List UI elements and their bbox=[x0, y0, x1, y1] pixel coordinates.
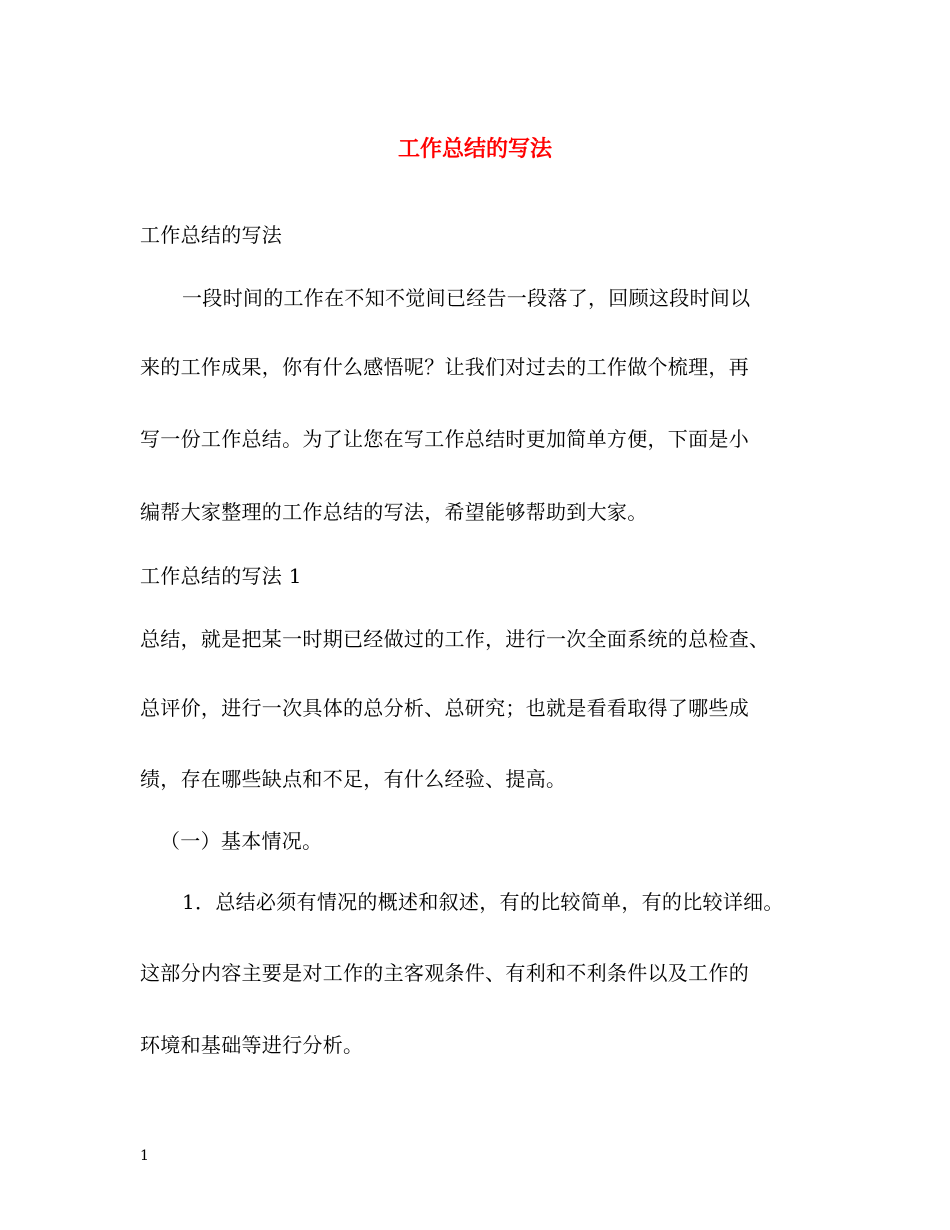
paragraph-line: 一段时间的工作在不知不觉间已经告一段落了，回顾这段时间以 bbox=[182, 286, 751, 310]
subsection-heading: （一）基本情况。 bbox=[160, 829, 323, 853]
page-number: 1 bbox=[140, 1148, 149, 1164]
section-heading: 工作总结的写法 bbox=[140, 223, 283, 247]
document-title: 工作总结的写法 bbox=[397, 137, 552, 162]
paragraph-line: 环境和基础等进行分析。 bbox=[140, 1033, 364, 1057]
paragraph-line: 绩，存在哪些缺点和不足，有什么经验、提高。 bbox=[140, 767, 567, 791]
paragraph-line: 总评价，进行一次具体的总分析、总研究；也就是看看取得了哪些成 bbox=[140, 696, 749, 720]
paragraph-line: 1．总结必须有情况的概述和叙述，有的比较简单，有的比较详细。 bbox=[182, 890, 784, 914]
paragraph-line: 写一份工作总结。为了让您在写工作总结时更加简单方便，下面是小 bbox=[140, 427, 749, 451]
paragraph-line: 总结，就是把某一时期已经做过的工作，进行一次全面系统的总检查、 bbox=[140, 627, 770, 651]
paragraph-line: 编帮大家整理的工作总结的写法，希望能够帮助到大家。 bbox=[140, 500, 648, 524]
paragraph-line: 来的工作成果，你有什么感悟呢？让我们对过去的工作做个梳理，再 bbox=[140, 355, 749, 379]
section-heading: 工作总结的写法 1 bbox=[140, 564, 302, 588]
paragraph-line: 这部分内容主要是对工作的主客观条件、有利和不利条件以及工作的 bbox=[140, 961, 749, 985]
